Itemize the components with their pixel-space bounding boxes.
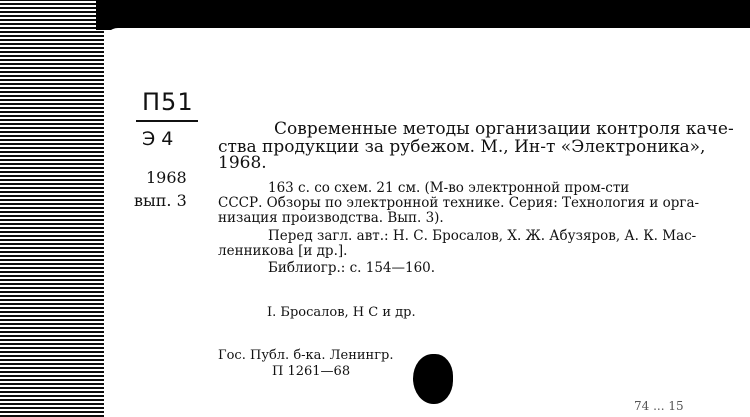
scan-edge-left bbox=[0, 0, 104, 417]
library-line-2: П 1261—68 bbox=[272, 364, 351, 379]
corner-mark: 74 ... 15 bbox=[634, 399, 684, 413]
scan-edge-top bbox=[96, 0, 750, 30]
issue-label: вып. 3 bbox=[134, 191, 187, 210]
call-number-divider bbox=[136, 120, 198, 122]
authors-line-2: ленникова [и др.]. bbox=[218, 243, 348, 259]
title-line-3: 1968. bbox=[218, 153, 267, 173]
call-number-top: П51 bbox=[142, 88, 194, 116]
library-line-1: Гос. Публ. б-ка. Ленингр. bbox=[218, 348, 394, 363]
authors-line-1: Перед загл. авт.: Н. С. Бросалов, Х. Ж. Абузяров, А. К. Мас- bbox=[268, 228, 697, 244]
description-line-2: СССР. Обзоры по электронной технике. Серия: Технология и орга- bbox=[218, 195, 700, 211]
year-label: 1968 bbox=[146, 168, 187, 187]
description-line-1: 163 с. со схем. 21 см. (М-во электронной пром-сти bbox=[268, 180, 630, 196]
call-number-bottom: Э 4 bbox=[142, 128, 174, 150]
description-line-3: низация производства. Вып. 3). bbox=[218, 210, 444, 226]
bibliography-note: Библиогр.: с. 154—160. bbox=[268, 260, 436, 276]
title-line-1: Современные методы организации контроля каче- bbox=[274, 119, 734, 139]
ink-stamp-blot bbox=[413, 354, 453, 404]
title-line-2: ства продукции за рубежом. М., Ин-т «Электроника», bbox=[218, 137, 706, 157]
tracing-entry: I. Бросалов, Н С и др. bbox=[267, 305, 416, 320]
